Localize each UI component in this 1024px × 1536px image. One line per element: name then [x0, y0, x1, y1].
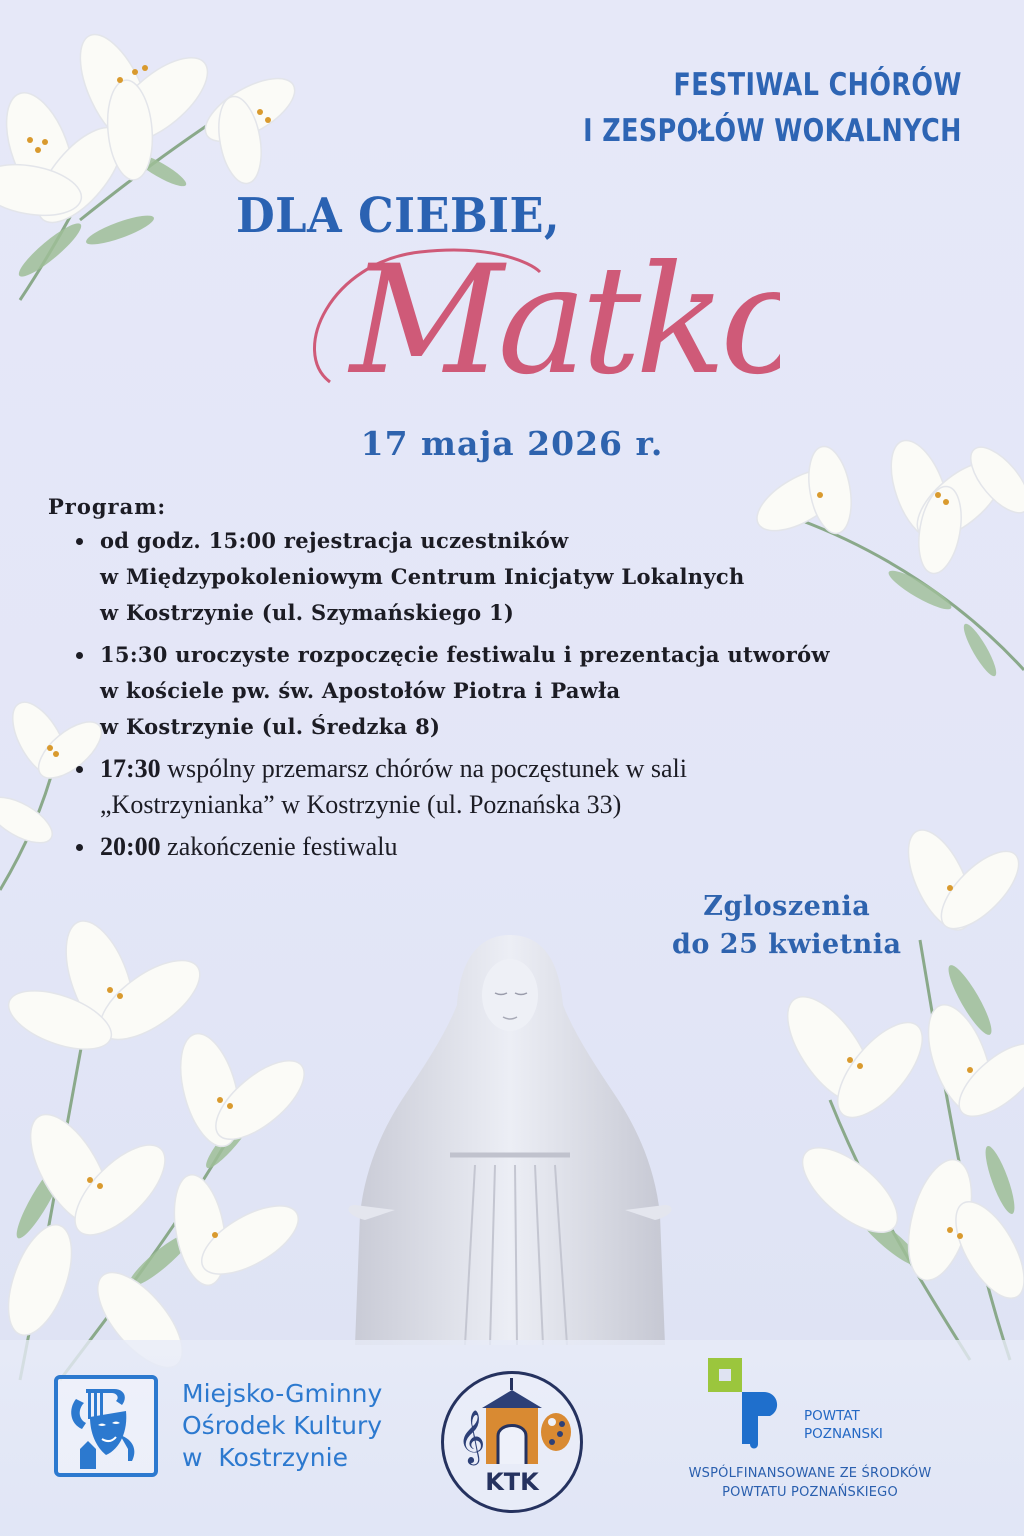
bullet-icon — [76, 844, 83, 851]
program-item-line: od godz. 15:00 rejestracja uczestników — [100, 528, 569, 553]
festival-title-line1: FESTIWAL CHÓRÓW — [673, 67, 962, 103]
ktk-label: KTK — [485, 1468, 539, 1496]
festival-title — [583, 62, 962, 154]
program-item-line: w Kostrzynie (ul. Szymańskiego 1) — [100, 600, 515, 625]
main-title-script — [290, 232, 780, 402]
festival-title-line2: I ZESPOŁÓW WOKALNYCH — [583, 113, 962, 149]
lyre-theatre-mask-icon — [54, 1375, 158, 1477]
powiat-name-line1: POWTAT — [804, 1408, 860, 1424]
program-item-line: 15:30 uroczyste rozpoczęcie festiwalu i prezentacja utworów — [100, 642, 830, 667]
powiat-name-line2: POZNANSKI — [804, 1426, 883, 1442]
mgok-name — [182, 1378, 382, 1474]
mgok-name-line2: Ośrodek Kultury — [182, 1411, 383, 1440]
program-heading: Program: — [48, 494, 167, 519]
lily-flowers-bottom-left — [0, 900, 340, 1380]
svg-text:𝄞: 𝄞 — [458, 1409, 486, 1463]
program-item-line: „Kostrzynianka” w Kostrzynie (ul. Poznańska 33) — [100, 790, 622, 819]
lily-icon — [0, 900, 340, 1380]
mgok-name-line3: w Kostrzynie — [182, 1443, 348, 1472]
bullet-icon — [76, 538, 83, 545]
program-list — [70, 523, 948, 865]
deadline-line1: Zgloszenia — [703, 891, 871, 922]
cofinancing-note — [650, 1464, 970, 1502]
bullet-icon — [76, 652, 83, 659]
mgok-name-line1: Miejsko-Gminny — [182, 1379, 383, 1408]
program-item — [70, 637, 948, 745]
cofinancing-line1: WSPÓLFINANSOWANE ZE ŚRODKÓW — [688, 1466, 932, 1481]
main-title-line2: Matko — [350, 234, 780, 402]
ktk-logo — [441, 1371, 583, 1513]
virgin-mary-statue-image — [345, 925, 675, 1345]
program-item-line: wspólny przemarsz chórów na poczęstunek w sali — [167, 754, 688, 783]
program-item-line: w Międzypokoleniowym Centrum Inicjatyw Lokalnych — [100, 564, 745, 589]
powiat-poznanski-logo — [650, 1358, 970, 1508]
program-item-line: zakończenie festiwalu — [167, 832, 398, 861]
program-item — [70, 829, 948, 865]
statue-icon — [345, 925, 675, 1345]
program-item-time: 20:00 — [100, 832, 161, 861]
mgok-logo — [54, 1375, 382, 1477]
program-item — [70, 751, 948, 823]
lily-icon — [0, 0, 320, 320]
powiat-name — [804, 1407, 883, 1443]
program-item-time: 17:30 — [100, 754, 161, 783]
main-title-line1: DLA CIEBIE, — [236, 188, 561, 244]
bullet-icon — [76, 766, 83, 773]
cofinancing-line2: POWTATU POZNAŃSKIEGO — [722, 1485, 898, 1500]
program-section — [48, 494, 948, 871]
program-item-line: w kościele pw. św. Apostołów Piotra i Pawła — [100, 678, 621, 703]
program-item-line: w Kostrzynie (ul. Średzka 8) — [100, 714, 441, 739]
lily-flowers-top-left — [0, 0, 320, 320]
deadline-line2: do 25 kwietnia — [672, 929, 902, 960]
powiat-mark-icon — [708, 1358, 778, 1450]
registration-deadline — [672, 888, 902, 964]
event-date: 17 maja 2026 r. — [360, 424, 664, 463]
program-item — [70, 523, 948, 631]
